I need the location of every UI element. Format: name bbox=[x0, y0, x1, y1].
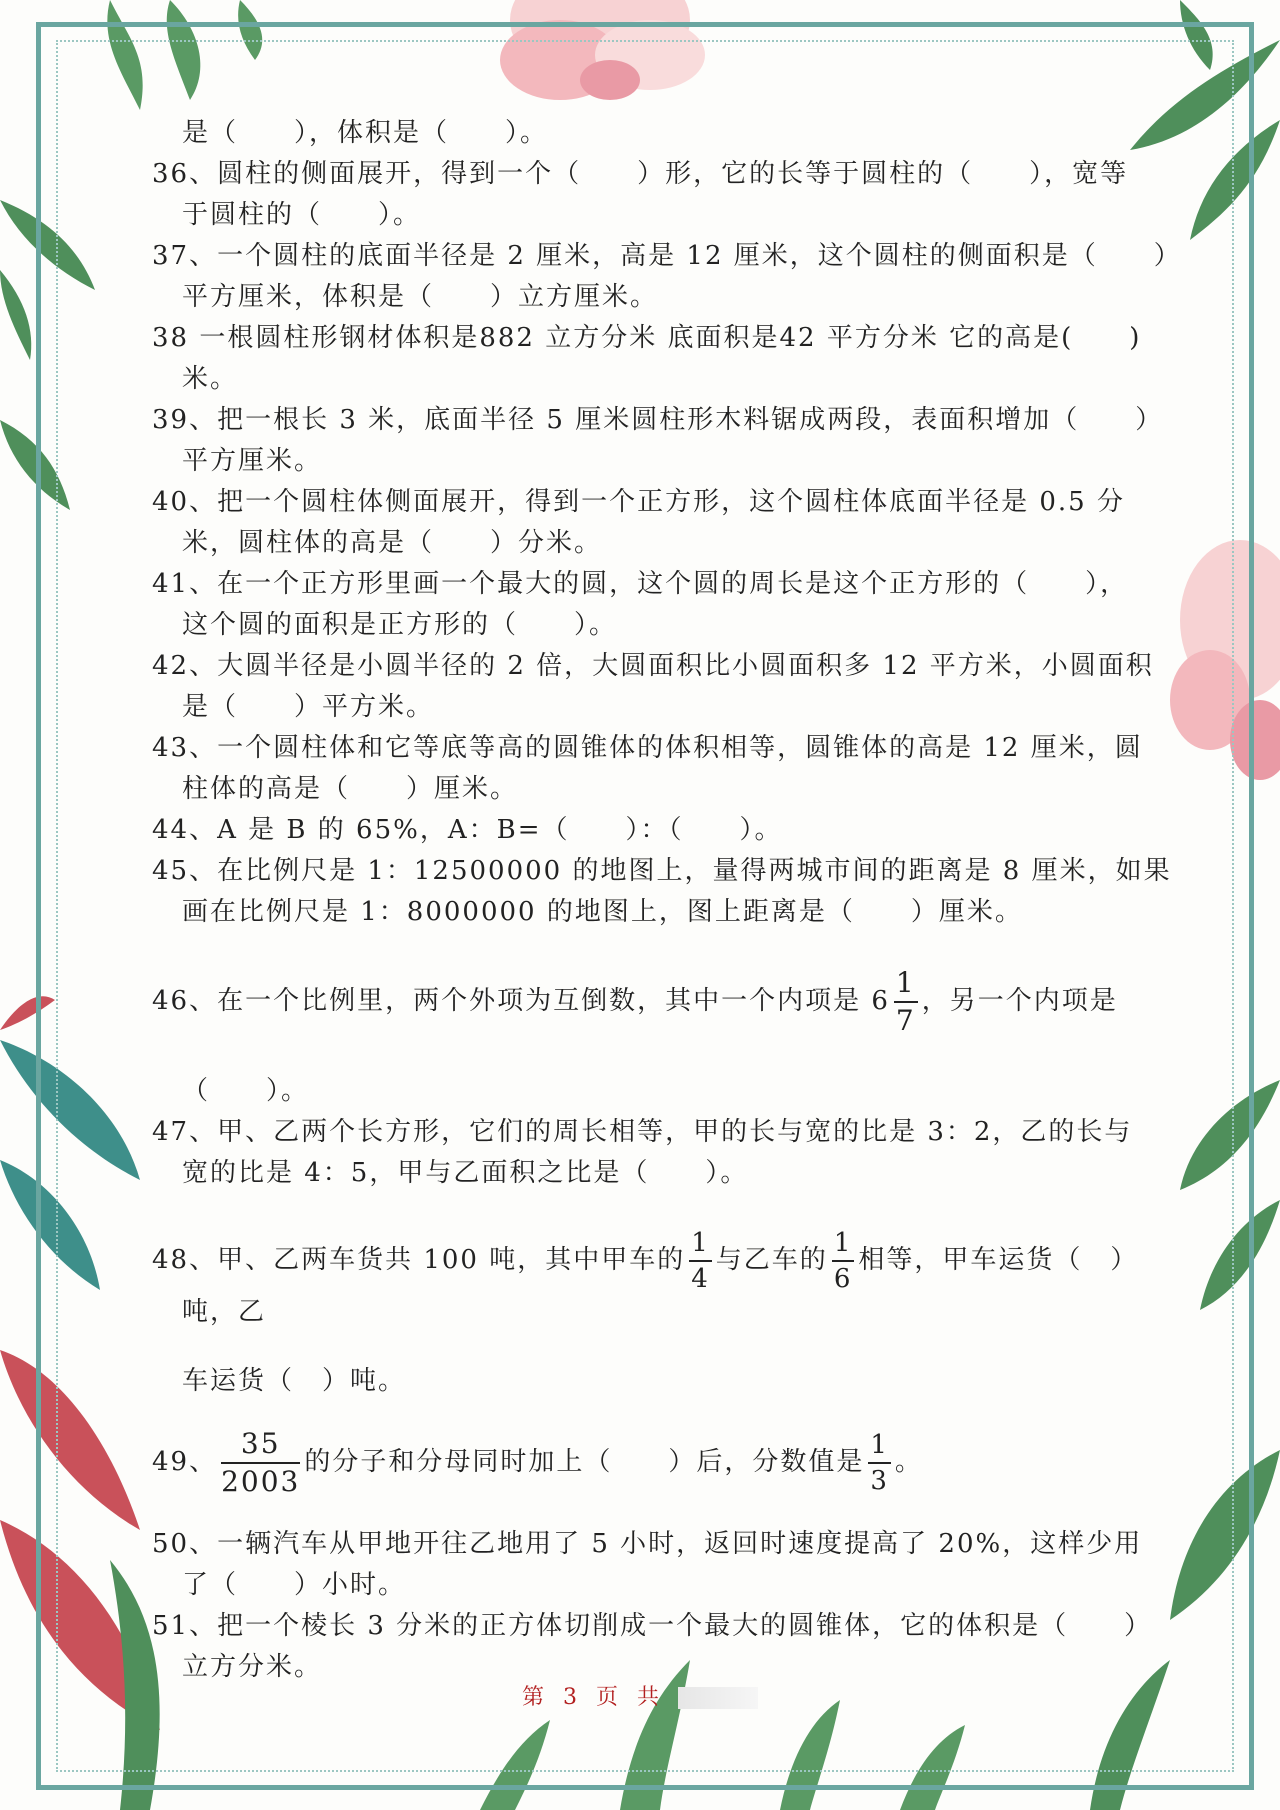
question-42: 42、大圆半径是小圆半径的 2 倍，大圆面积比小圆面积多 12 平方米，小圆面积 是（ ）平方米。 bbox=[152, 651, 1154, 722]
question-36: 36、圆柱的侧面展开，得到一个（ ）形，它的长等于圆柱的（ ），宽等 于圆柱的（ ）。 bbox=[152, 159, 1129, 230]
spacer bbox=[152, 1035, 1182, 1071]
fraction-one-third: $\frac{1}{3}$ bbox=[870, 1430, 889, 1496]
question-48: 48、甲、乙两车货共 100 吨，其中甲车的 $\frac{1}{4}$ 与乙车的 $\frac{1}{6}$ 相等，甲车运货（ ）吨，乙 bbox=[152, 1228, 1139, 1327]
question-40: 40、把一个圆柱体侧面展开，得到一个正方形，这个圆柱体底面半径是 0.5 分 米，圆柱体的高是（ ）分米。 bbox=[152, 487, 1125, 558]
question-list bbox=[152, 113, 1182, 1688]
blurred-total-pages bbox=[678, 1687, 758, 1709]
question-46-answer-line: （ ）。 bbox=[182, 1076, 310, 1106]
spacer bbox=[152, 1496, 1182, 1524]
question-50: 50、一辆汽车从甲地开往乙地用了 5 小时，返回时速度提高了 20%，这样少用 了（ ）小时。 bbox=[152, 1529, 1143, 1600]
spacer bbox=[152, 933, 1182, 969]
fraction-one-seventh: $\frac{1}{7}$ bbox=[895, 966, 916, 1037]
fraction-35-over-2003: $\frac{35}{2003}$ bbox=[221, 1427, 301, 1498]
question-49: 49、 $\frac{35}{2003}$ 的分子和分母同时加上（ ）后，分数值是 $\frac{1}{3}$ 。 bbox=[152, 1427, 923, 1498]
question-44: 44、A 是 B 的 65%，A：B=（ ）：（ ）。 bbox=[152, 815, 783, 845]
spacer bbox=[152, 1333, 1182, 1361]
fraction-one-quarter: $\frac{1}{4}$ bbox=[691, 1228, 710, 1294]
page-number-text: 第 3 页 共 bbox=[522, 1685, 665, 1710]
fraction-one-sixth: $\frac{1}{6}$ bbox=[833, 1228, 853, 1294]
question-41: 41、在一个正方形里画一个最大的圆，这个圆的周长是这个正方形的（ ）， 这个圆的面积是正方形的（ ）。 bbox=[152, 569, 1129, 640]
spacer bbox=[152, 1402, 1182, 1430]
question-38: 38 一根圆柱形钢材体积是882 立方分米 底面积是42 平方分米 它的高是( ) 米。 bbox=[152, 323, 1142, 394]
question-48-line2: 车运货（ ）吨。 bbox=[182, 1366, 407, 1396]
question-45: 45、在比例尺是 1：12500000 的地图上，量得两城市间的距离是 8 厘米，如果 画在比例尺是 1：8000000 的地图上，图上距离是（ ）厘米。 bbox=[152, 856, 1172, 927]
question-35-tail: 是（ ），体积是（ ）。 bbox=[182, 118, 549, 148]
question-39: 39、把一根长 3 米，底面半径 5 厘米圆柱形木料锯成两段，表面积增加（ ） 平方厘米。 bbox=[152, 405, 1164, 476]
question-37: 37、一个圆柱的底面半径是 2 厘米，高是 12 厘米，这个圆柱的侧面积是（ ） 平方厘米，体积是（ ）立方厘米。 bbox=[152, 241, 1182, 312]
question-46: 46、在一个比例里，两个外项为互倒数，其中一个内项是 6 $\frac{1}{7}$ ，另一个内项是 bbox=[152, 966, 1118, 1037]
question-47: 47、甲、乙两个长方形，它们的周长相等，甲的长与宽的比是 3：2，乙的长与 宽的比是 4：5，甲与乙面积之比是（ ）。 bbox=[152, 1117, 1133, 1188]
question-43: 43、一个圆柱体和它等底等高的圆锥体的体积相等，圆锥体的高是 12 厘米，圆 柱体的高是（ ）厘米。 bbox=[152, 733, 1143, 804]
spacer bbox=[152, 1194, 1182, 1230]
question-51: 51、把一个棱长 3 分米的正方体切削成一个最大的圆锥体，它的体积是（ ） 立方分米。 bbox=[152, 1611, 1153, 1682]
page-footer bbox=[0, 1680, 1280, 1711]
